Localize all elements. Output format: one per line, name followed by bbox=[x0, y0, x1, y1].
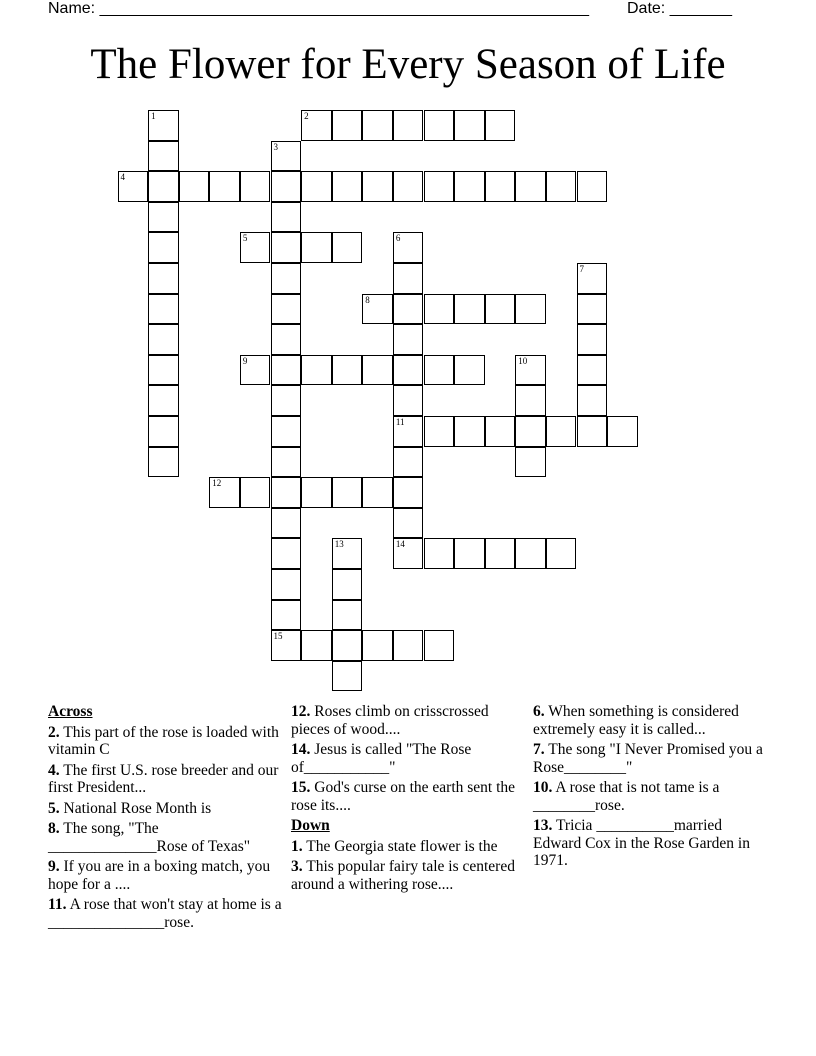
grid-cell[interactable] bbox=[393, 447, 424, 478]
clue-item bbox=[533, 817, 769, 870]
grid-cell[interactable] bbox=[485, 416, 516, 447]
grid-cell[interactable] bbox=[332, 600, 363, 631]
cell-number: 12 bbox=[212, 478, 222, 489]
header bbox=[48, 0, 756, 22]
cell-number: 4 bbox=[120, 172, 125, 183]
clue-number: 14. bbox=[291, 741, 311, 758]
grid-cell[interactable] bbox=[393, 508, 424, 539]
clue-text: When something is considered extremely easy it is called... bbox=[533, 703, 739, 738]
cell-number: 8 bbox=[365, 294, 370, 305]
clues-column-2 bbox=[291, 703, 521, 896]
grid-cell[interactable] bbox=[393, 630, 424, 661]
clue-number: 9. bbox=[48, 858, 60, 875]
cell-number: 2 bbox=[304, 111, 309, 121]
clue-number: 15. bbox=[291, 779, 311, 796]
grid-cell[interactable] bbox=[301, 630, 332, 661]
clue-text: Roses climb on crisscrossed pieces of wood.... bbox=[291, 703, 489, 738]
grid-cell[interactable] bbox=[393, 232, 424, 263]
grid-cell[interactable] bbox=[240, 355, 271, 386]
clue-text: The song "I Never Promised you a Rose________" bbox=[533, 741, 763, 776]
grid-cell[interactable] bbox=[332, 630, 363, 661]
grid-cell[interactable] bbox=[240, 171, 271, 202]
clue-item bbox=[291, 858, 521, 893]
grid-cell[interactable] bbox=[271, 294, 302, 325]
grid-cell[interactable] bbox=[393, 385, 424, 416]
clue-item bbox=[291, 838, 521, 856]
grid-cell[interactable] bbox=[393, 416, 424, 447]
grid-cell[interactable] bbox=[271, 263, 302, 294]
grid-cell[interactable] bbox=[454, 355, 485, 386]
grid-cell[interactable] bbox=[424, 630, 455, 661]
grid-cell[interactable] bbox=[271, 630, 302, 661]
grid-cell[interactable] bbox=[454, 416, 485, 447]
clue-number: 4. bbox=[48, 761, 60, 779]
grid-cell[interactable] bbox=[301, 232, 332, 263]
grid-cell[interactable] bbox=[393, 324, 424, 355]
grid-cell[interactable] bbox=[515, 385, 546, 416]
cell-number: 13 bbox=[334, 539, 344, 550]
grid-cell[interactable] bbox=[209, 477, 240, 508]
grid-cell[interactable] bbox=[393, 538, 424, 569]
grid-cell[interactable] bbox=[148, 294, 179, 325]
grid-cell[interactable] bbox=[148, 355, 179, 386]
clue-text: The first U.S. rose breeder and our first President... bbox=[48, 761, 279, 796]
cell-number: 11 bbox=[395, 417, 405, 427]
grid-cell[interactable] bbox=[454, 110, 485, 141]
grid-cell[interactable] bbox=[454, 171, 485, 202]
grid-cell[interactable] bbox=[454, 294, 485, 325]
grid-cell[interactable] bbox=[515, 538, 546, 569]
clue-text: A rose that is not tame is a ________rose. bbox=[533, 779, 720, 814]
grid-cell[interactable] bbox=[424, 416, 455, 447]
grid-cell[interactable] bbox=[424, 538, 455, 569]
grid-cell[interactable] bbox=[485, 538, 516, 569]
grid-cell[interactable] bbox=[362, 355, 393, 386]
cell-number: 6 bbox=[395, 233, 401, 244]
clue-text: Jesus is called "The Rose of___________" bbox=[291, 741, 472, 776]
grid-cell[interactable] bbox=[148, 447, 179, 478]
clue-item bbox=[48, 896, 284, 931]
cell-number: 1 bbox=[151, 111, 156, 121]
grid-cell[interactable] bbox=[271, 538, 302, 569]
grid-cell[interactable] bbox=[362, 477, 393, 508]
grid-cell[interactable] bbox=[148, 232, 179, 263]
grid-cell[interactable] bbox=[148, 110, 179, 141]
grid-cell[interactable] bbox=[515, 416, 546, 447]
grid-cell[interactable] bbox=[332, 661, 363, 692]
cell-number: 10 bbox=[518, 355, 528, 366]
cell-number: 3 bbox=[273, 141, 278, 152]
grid-cell[interactable] bbox=[271, 508, 302, 539]
clue-number: 1. bbox=[291, 837, 303, 855]
grid-cell[interactable] bbox=[485, 110, 516, 141]
clue-item bbox=[48, 858, 284, 893]
clue-item bbox=[291, 703, 521, 738]
clue-item bbox=[291, 779, 521, 814]
clue-number: 13. bbox=[533, 817, 553, 834]
clue-number: 2. bbox=[48, 723, 60, 741]
clue-text: If you are in a boxing match, you hope for a .... bbox=[48, 858, 271, 893]
grid-cell[interactable] bbox=[301, 171, 332, 202]
grid-cell[interactable] bbox=[362, 294, 393, 325]
grid-cell[interactable] bbox=[577, 294, 608, 325]
clue-item bbox=[48, 724, 284, 759]
clue-number: 12. bbox=[291, 703, 311, 720]
grid-cell[interactable] bbox=[424, 294, 455, 325]
grid-cell[interactable] bbox=[179, 171, 210, 202]
cell-number: 5 bbox=[242, 233, 248, 244]
clue-item bbox=[48, 762, 284, 797]
grid-cell[interactable] bbox=[362, 110, 393, 141]
grid-cell[interactable] bbox=[485, 171, 516, 202]
grid-cell[interactable] bbox=[271, 447, 302, 478]
grid-cell[interactable] bbox=[424, 355, 455, 386]
grid-cell[interactable] bbox=[424, 110, 455, 141]
grid-cell[interactable] bbox=[148, 385, 179, 416]
grid-cell[interactable] bbox=[148, 202, 179, 233]
clues-column-3 bbox=[533, 703, 769, 873]
grid-cell[interactable] bbox=[515, 447, 546, 478]
date-line: Date: _______ bbox=[627, 0, 732, 17]
page-title: The Flower for Every Season of Life bbox=[90, 41, 726, 88]
grid-cell[interactable] bbox=[424, 171, 455, 202]
grid-cell[interactable] bbox=[393, 355, 424, 386]
grid-cell[interactable] bbox=[577, 324, 608, 355]
grid-cell[interactable] bbox=[577, 355, 608, 386]
grid-cell[interactable] bbox=[271, 477, 302, 508]
grid-cell[interactable] bbox=[271, 141, 302, 172]
across-heading: Across bbox=[48, 703, 93, 720]
grid-cell[interactable] bbox=[393, 110, 424, 141]
grid-cell[interactable] bbox=[148, 171, 179, 202]
grid-cell[interactable] bbox=[148, 141, 179, 172]
grid-cell[interactable] bbox=[577, 416, 608, 447]
grid-cell[interactable] bbox=[332, 232, 363, 263]
grid-cell[interactable] bbox=[362, 171, 393, 202]
grid-cell[interactable] bbox=[485, 294, 516, 325]
clue-text: Tricia __________married Edward Cox in the Rose Garden in 1971. bbox=[533, 817, 750, 869]
clue-number: 6. bbox=[533, 703, 545, 720]
grid-cell[interactable] bbox=[301, 477, 332, 508]
down-heading: Down bbox=[291, 817, 330, 834]
grid-cell[interactable] bbox=[546, 171, 577, 202]
cell-number: 15 bbox=[273, 631, 283, 642]
clue-item bbox=[533, 703, 769, 738]
clue-item bbox=[533, 779, 769, 814]
clue-text: A rose that won't stay at home is a _______________rose. bbox=[48, 896, 282, 931]
clue-item bbox=[291, 741, 521, 776]
grid-cell[interactable] bbox=[240, 232, 271, 263]
clue-text: This popular fairy tale is centered around a withering rose.... bbox=[291, 858, 515, 893]
clue-text: God's curse on the earth sent the rose its.... bbox=[291, 779, 516, 814]
clue-number: 3. bbox=[291, 858, 303, 875]
clue-number: 11. bbox=[48, 896, 67, 913]
grid-cell[interactable] bbox=[332, 538, 363, 569]
grid-cell[interactable] bbox=[209, 171, 240, 202]
grid-cell[interactable] bbox=[148, 416, 179, 447]
grid-cell[interactable] bbox=[148, 263, 179, 294]
grid-cell[interactable] bbox=[393, 294, 424, 325]
grid-cell[interactable] bbox=[271, 171, 302, 202]
grid-cell[interactable] bbox=[607, 416, 638, 447]
grid-cell[interactable] bbox=[332, 171, 363, 202]
grid-cell[interactable] bbox=[271, 232, 302, 263]
grid-cell[interactable] bbox=[332, 569, 363, 600]
grid-cell[interactable] bbox=[271, 600, 302, 631]
grid-cell[interactable] bbox=[546, 416, 577, 447]
clue-number: 10. bbox=[533, 779, 553, 796]
clue-number: 5. bbox=[48, 799, 60, 817]
clue-text: National Rose Month is bbox=[63, 799, 212, 817]
grid-cell[interactable] bbox=[577, 385, 608, 416]
grid-cell[interactable] bbox=[393, 263, 424, 294]
grid-cell[interactable] bbox=[332, 110, 363, 141]
grid-cell[interactable] bbox=[332, 355, 363, 386]
grid-cell[interactable] bbox=[515, 171, 546, 202]
clue-text: This part of the rose is loaded with vitamin C bbox=[48, 723, 279, 758]
grid-cell[interactable] bbox=[301, 110, 332, 141]
name-line: Name: _______________________________________________________ bbox=[48, 0, 589, 17]
grid-cell[interactable] bbox=[271, 385, 302, 416]
grid-cell[interactable] bbox=[271, 355, 302, 386]
grid-cell[interactable] bbox=[271, 416, 302, 447]
grid-cell[interactable] bbox=[271, 324, 302, 355]
grid-cell[interactable] bbox=[240, 477, 271, 508]
grid-cell[interactable] bbox=[332, 477, 363, 508]
grid-cell[interactable] bbox=[393, 171, 424, 202]
grid-cell[interactable] bbox=[301, 355, 332, 386]
grid-cell[interactable] bbox=[515, 355, 546, 386]
grid-cell[interactable] bbox=[271, 202, 302, 233]
clue-number: 8. bbox=[48, 820, 60, 837]
cell-number: 9 bbox=[242, 355, 248, 366]
grid-cell[interactable] bbox=[577, 171, 608, 202]
clue-number: 7. bbox=[533, 741, 545, 758]
clue-item bbox=[48, 820, 284, 855]
grid-cell[interactable] bbox=[362, 630, 393, 661]
grid-cell[interactable] bbox=[546, 538, 577, 569]
clue-text: The Georgia state flower is the bbox=[306, 837, 498, 855]
clue-text: The song, "The ______________Rose of Texas" bbox=[48, 820, 251, 855]
grid-cell[interactable] bbox=[118, 171, 149, 202]
grid-cell[interactable] bbox=[454, 538, 485, 569]
grid-cell[interactable] bbox=[577, 263, 608, 294]
clue-item bbox=[48, 800, 284, 818]
grid-cell[interactable] bbox=[271, 569, 302, 600]
cell-number: 14 bbox=[395, 539, 405, 550]
grid-cell[interactable] bbox=[148, 324, 179, 355]
grid-cell[interactable] bbox=[393, 477, 424, 508]
grid-cell[interactable] bbox=[515, 294, 546, 325]
clue-item bbox=[533, 741, 769, 776]
cell-number: 7 bbox=[579, 264, 584, 274]
clues-column-1 bbox=[48, 703, 284, 934]
